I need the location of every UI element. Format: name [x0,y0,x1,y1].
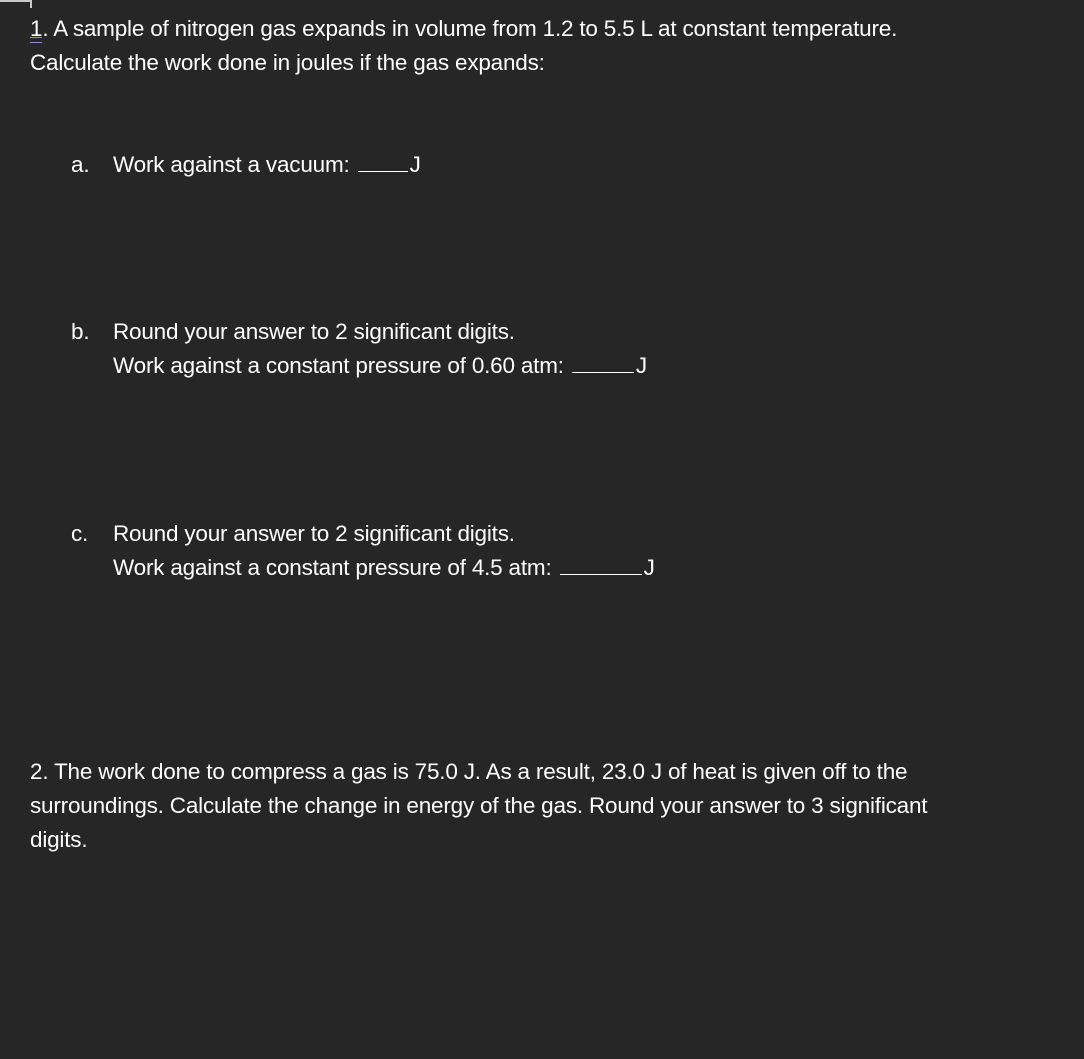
part-c-instruction: Round your answer to 2 significant digits. [113,521,515,546]
part-c-letter: c. [71,521,89,546]
question-1-line-1 [30,14,897,44]
part-c-unit: J [643,555,655,580]
question-2-line-2: surroundings. Calculate the change in energy of the gas. Round your answer to 3 significant [30,793,928,818]
question-2-line-3: digits. [30,827,88,852]
question-1-text: A sample of nitrogen gas expands in volume from 1.2 to 5.5 L at constant temperature. [53,16,898,41]
part-b-line [113,351,647,381]
page-corner-mark [0,0,32,8]
part-c-line [113,553,655,583]
part-b-answer-blank[interactable] [572,352,634,373]
part-c-text: Work against a constant pressure of 4.5 atm: [113,555,552,580]
part-b-text: Work against a constant pressure of 0.60 atm: [113,353,564,378]
part-a-unit: J [409,152,421,177]
part-b-letter: b. [71,319,90,344]
question-2-line-1: 2. The work done to compress a gas is 75.0 J. As a result, 23.0 J of heat is given off to the [30,759,908,784]
part-a-letter: a. [71,152,90,177]
part-a-answer-blank[interactable] [358,151,408,172]
part-a-text: Work against a vacuum: [113,152,350,177]
part-a-line [113,150,421,180]
part-c-answer-blank[interactable] [560,554,642,575]
question-1-number: 1 [30,14,42,44]
part-b-unit: J [635,353,647,378]
question-1-line-2: Calculate the work done in joules if the gas expands: [30,50,545,75]
question-1-number-separator: . [42,16,49,41]
part-b-instruction: Round your answer to 2 significant digits. [113,319,515,344]
